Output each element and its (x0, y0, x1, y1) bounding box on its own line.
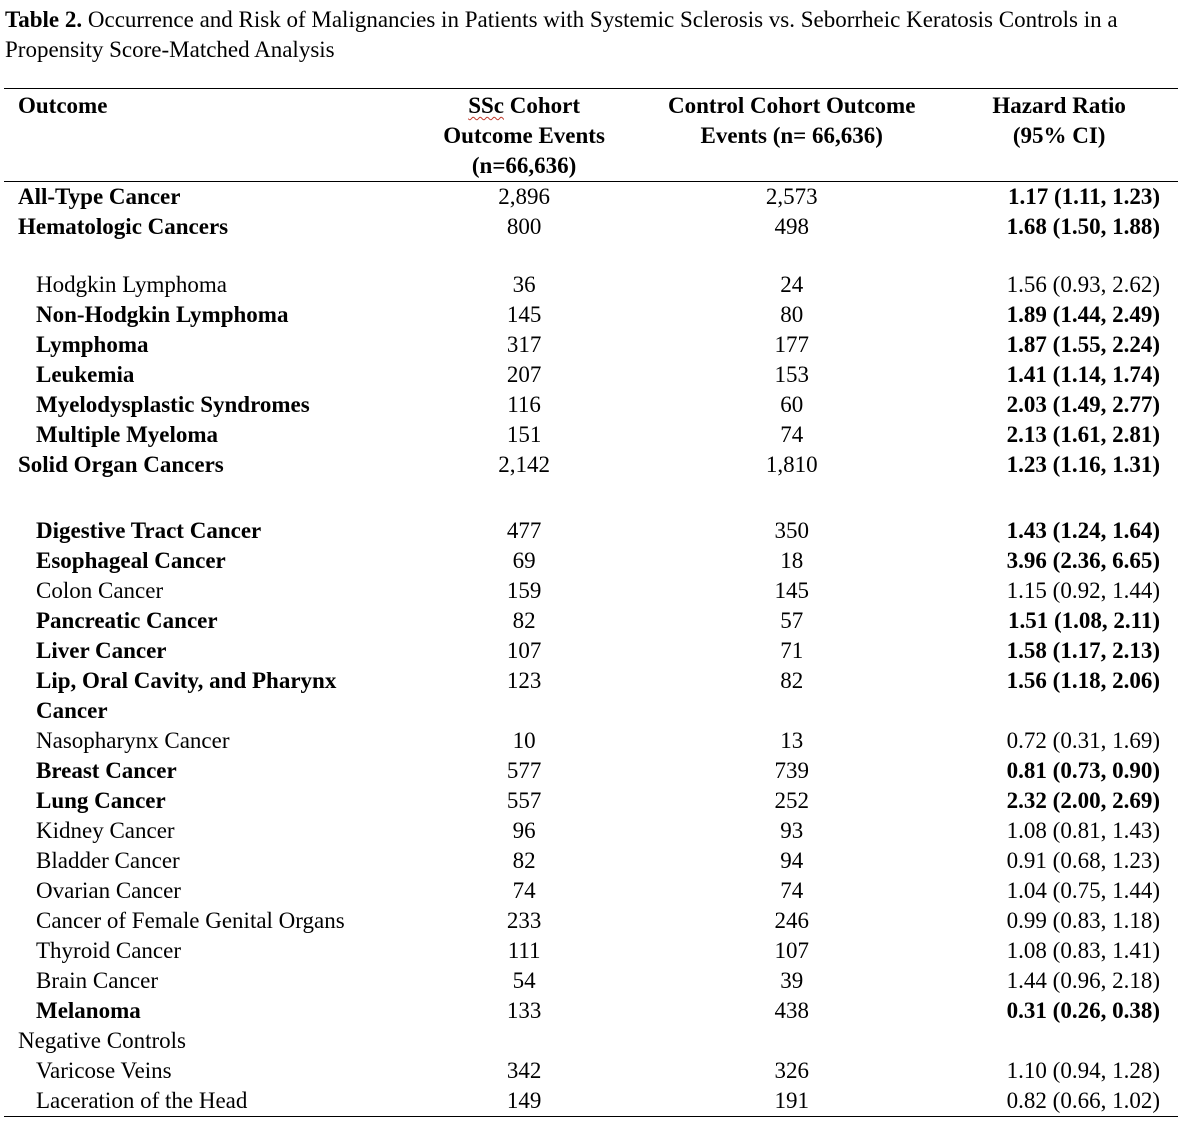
table-row (4, 420, 1178, 450)
table-row (4, 576, 1178, 606)
control-cell: 107 (774, 938, 809, 963)
table-row (4, 450, 1178, 480)
outcome-cell: Esophageal Cancer (36, 548, 226, 573)
ssc-cell: 123 (506, 668, 542, 693)
hr-cell: 1.89 (1.44, 2.49) (1006, 302, 1160, 327)
control-cell: 350 (774, 518, 809, 543)
hr-cell: 0.81 (0.73, 0.90) (1006, 758, 1160, 783)
ssc-abbr: SSc (468, 93, 504, 118)
ssc-cell: 151 (506, 422, 542, 447)
table-row (4, 182, 1178, 213)
outcome-cell: Liver Cancer (36, 638, 167, 663)
hr-cell: 1.51 (1.08, 2.11) (1007, 608, 1160, 633)
outcome-cell: All-Type Cancer (18, 184, 181, 209)
ssc-cell: 133 (506, 998, 542, 1023)
outcome-cell: Pancreatic Cancer (36, 608, 218, 633)
control-cell: 246 (774, 908, 809, 933)
table-row (4, 996, 1178, 1026)
table-row (4, 606, 1178, 636)
control-cell: 60 (780, 392, 804, 417)
outcome-cell: Lip, Oral Cavity, and Pharynx Cancer (36, 668, 337, 723)
table-row (4, 300, 1178, 330)
table-row (4, 636, 1178, 666)
ssc-cell: 342 (506, 1058, 542, 1083)
ssc-cell: 477 (506, 518, 542, 543)
table-row (4, 516, 1178, 546)
control-cell: 82 (780, 668, 804, 693)
control-cell: 153 (774, 362, 809, 387)
ssc-cell: 111 (507, 938, 541, 963)
table-row (4, 816, 1178, 846)
control-cell: 177 (774, 332, 809, 357)
outcome-cell: Brain Cancer (36, 968, 158, 993)
table-row (4, 936, 1178, 966)
outcome-cell: Negative Controls (18, 1028, 186, 1053)
ssc-cell: 577 (506, 758, 542, 783)
outcome-cell: Bladder Cancer (36, 848, 180, 873)
control-cell: 739 (774, 758, 809, 783)
hr-cell: 0.91 (0.68, 1.23) (1006, 848, 1160, 873)
control-cell: 1,810 (765, 452, 818, 477)
table-row (4, 966, 1178, 996)
hr-cell: 0.82 (0.66, 1.02) (1006, 1088, 1160, 1113)
spacer-row (4, 248, 1178, 270)
control-cell: 74 (780, 422, 804, 447)
outcome-cell: Lung Cancer (36, 788, 166, 813)
ssc-cell: 54 (512, 968, 536, 993)
outcome-cell: Multiple Myeloma (36, 422, 219, 447)
hr-cell: 1.56 (1.18, 2.06) (1006, 668, 1160, 693)
hr-cell: 0.31 (0.26, 0.38) (1006, 998, 1160, 1023)
outcome-cell: Varicose Veins (36, 1058, 172, 1083)
control-cell: 57 (780, 608, 804, 633)
hr-cell: 1.17 (1.11, 1.23) (1007, 184, 1160, 209)
hr-cell: 0.99 (0.83, 1.18) (1006, 908, 1160, 933)
table-row (4, 360, 1178, 390)
table-row (4, 390, 1178, 420)
control-cell: 252 (774, 788, 809, 813)
table-row (4, 1086, 1178, 1117)
table-row (4, 726, 1178, 756)
hr-cell: 1.58 (1.17, 2.13) (1006, 638, 1160, 663)
control-cell: 438 (774, 998, 809, 1023)
control-cell: 39 (780, 968, 804, 993)
control-cell: 13 (780, 728, 804, 753)
outcome-cell: Hodgkin Lymphoma (36, 272, 228, 297)
hr-cell: 1.41 (1.14, 1.74) (1006, 362, 1160, 387)
hr-cell: 2.13 (1.61, 2.81) (1006, 422, 1160, 447)
ssc-cell: 2,896 (498, 184, 550, 209)
control-cell: 93 (780, 818, 804, 843)
ssc-cell: 557 (506, 788, 542, 813)
ssc-cell: 159 (506, 578, 542, 603)
outcome-cell: Thyroid Cancer (36, 938, 181, 963)
control-cell: 498 (774, 214, 809, 239)
ssc-cell: 149 (506, 1088, 542, 1113)
ssc-cell: 116 (507, 392, 541, 417)
header-ssc-events: SSc Cohort Outcome Events (n=66,636) (443, 93, 605, 178)
hr-cell: 0.72 (0.31, 1.69) (1006, 728, 1160, 753)
ssc-cell (405, 1026, 643, 1056)
table-label: Table 2. (5, 7, 83, 32)
table-row (4, 270, 1178, 300)
control-cell: 191 (774, 1088, 809, 1113)
outcome-cell: Cancer of Female Genital Organs (36, 908, 345, 933)
hr-cell: 1.08 (0.83, 1.41) (1006, 938, 1160, 963)
hr-cell: 1.15 (0.92, 1.44) (1006, 578, 1160, 603)
ssc-cell: 10 (512, 728, 536, 753)
hr-cell: 1.44 (0.96, 2.18) (1006, 968, 1160, 993)
ssc-cell: 800 (506, 214, 542, 239)
ssc-cell: 107 (506, 638, 542, 663)
ssc-cell: 145 (506, 302, 542, 327)
control-cell: 326 (774, 1058, 809, 1083)
ssc-cell: 74 (512, 878, 536, 903)
control-cell: 80 (780, 302, 804, 327)
control-cell: 74 (780, 878, 804, 903)
spacer-row (4, 480, 1178, 516)
hr-cell (940, 1026, 1178, 1056)
outcome-cell: Solid Organ Cancers (18, 452, 224, 477)
outcome-cell: Digestive Tract Cancer (36, 518, 262, 543)
table-row (4, 330, 1178, 360)
table-title: Occurrence and Risk of Malignancies in Patients with Systemic Sclerosis vs. Seborrheic Keratosis Controls in a Propensity Score-Matched Analysis (5, 7, 1118, 62)
control-cell: 94 (780, 848, 804, 873)
control-cell: 71 (780, 638, 804, 663)
hr-cell: 1.23 (1.16, 1.31) (1006, 452, 1160, 477)
control-cell: 145 (774, 578, 809, 603)
outcome-cell: Leukemia (36, 362, 135, 387)
outcome-cell: Kidney Cancer (36, 818, 175, 843)
control-cell: 18 (780, 548, 804, 573)
control-cell (643, 1026, 940, 1056)
table-row (4, 786, 1178, 816)
control-cell: 2,573 (765, 184, 818, 209)
outcome-cell: Hematologic Cancers (18, 214, 229, 239)
hr-cell: 1.56 (0.93, 2.62) (1006, 272, 1160, 297)
hr-cell: 1.87 (1.55, 2.24) (1006, 332, 1160, 357)
hr-cell: 2.03 (1.49, 2.77) (1006, 392, 1160, 417)
table-row (4, 756, 1178, 786)
header-row (4, 89, 1178, 182)
table-caption (5, 5, 1195, 65)
table-row (4, 1056, 1178, 1086)
outcome-cell: Ovarian Cancer (36, 878, 181, 903)
table-row (4, 546, 1178, 576)
section-row-negative-controls (4, 1026, 1178, 1056)
outcome-cell: Myelodysplastic Syndromes (36, 392, 310, 417)
ssc-cell: 233 (506, 908, 542, 933)
hr-cell: 1.04 (0.75, 1.44) (1006, 878, 1160, 903)
outcome-cell: Nasopharynx Cancer (36, 728, 230, 753)
hr-cell: 1.08 (0.81, 1.43) (1006, 818, 1160, 843)
hr-cell: 2.32 (2.00, 2.69) (1006, 788, 1160, 813)
hr-cell: 1.10 (0.94, 1.28) (1006, 1058, 1160, 1083)
table-row (4, 666, 1178, 726)
table-row (4, 846, 1178, 876)
ssc-cell: 317 (506, 332, 542, 357)
ssc-cell: 207 (506, 362, 542, 387)
control-cell: 24 (780, 272, 804, 297)
header-control-events: Control Cohort Outcome Events (n= 66,636) (668, 93, 916, 148)
table-row (4, 212, 1178, 248)
table-row (4, 906, 1178, 936)
hr-cell: 1.68 (1.50, 1.88) (1006, 214, 1160, 239)
results-table (4, 88, 1178, 1117)
outcome-cell: Lymphoma (36, 332, 149, 357)
ssc-cell: 82 (512, 848, 536, 873)
ssc-cell: 2,142 (498, 452, 550, 477)
ssc-cell: 69 (512, 548, 536, 573)
outcome-cell: Laceration of the Head (36, 1088, 248, 1113)
outcome-cell: Colon Cancer (36, 578, 164, 603)
table-row (4, 876, 1178, 906)
ssc-cell: 36 (512, 272, 536, 297)
outcome-cell: Breast Cancer (36, 758, 177, 783)
outcome-cell: Non-Hodgkin Lymphoma (36, 302, 289, 327)
header-outcome: Outcome (18, 93, 108, 118)
ssc-cell: 82 (512, 608, 536, 633)
header-hazard-ratio: Hazard Ratio (95% CI) (992, 93, 1126, 148)
outcome-cell: Melanoma (36, 998, 141, 1023)
ssc-cell: 96 (512, 818, 536, 843)
hr-cell: 3.96 (2.36, 6.65) (1006, 548, 1160, 573)
hr-cell: 1.43 (1.24, 1.64) (1006, 518, 1160, 543)
